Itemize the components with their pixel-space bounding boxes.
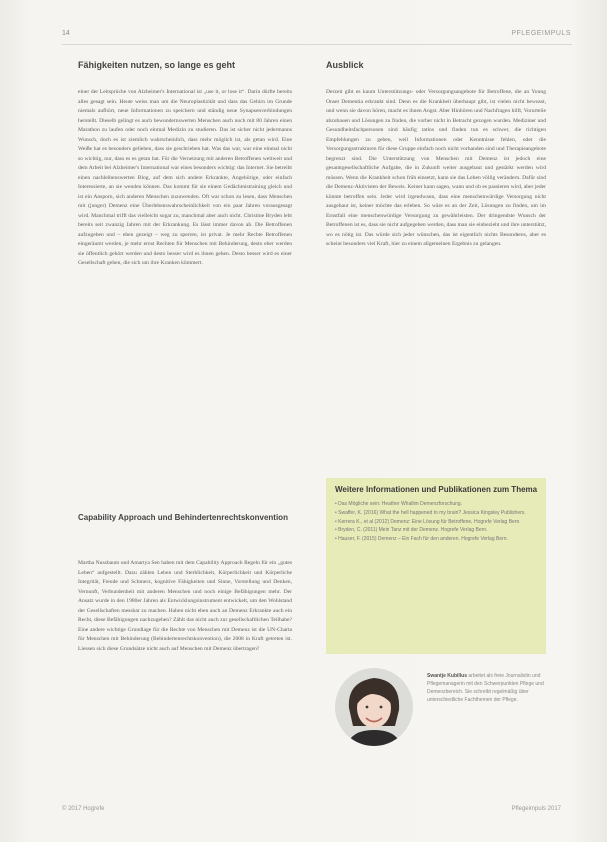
author-name: Swantje Kubillus <box>427 673 468 679</box>
author-portrait <box>335 668 413 746</box>
info-list <box>335 500 540 544</box>
right-paragraph: Derzeit gibt es kaum Unterstützungs- oder Versorgungsangebote für Betroffene, die an Young Onset Dementia erkrankt sind. Denn es die Krankheit überhaupt gibt, ist vielen nicht bewusst, und wenn sie davon hören, macht es ihnen Angst. Aber Hinhören und Nachfragen hilft, Vorurteile abzubauen und Lösungen zu finden, die vorher nicht in Betracht gezogen wurden. Mediziner und Gesundheitsfachpersonen sind häufig ratlos und finden tun es schwer, die richtigen Empfehlungen zu geben, weil Informationen oder Kenntnisse fehlen, oder die Versorgungsstrukturen für diese Gruppe einfach noch nicht vorhanden sind und Therapieangebote begrenzt sind. Die Unterstützung von Menschen mit Demenz ist jedoch eine gesamtgesellschaftliche Aufgabe, die in Zukunft weiter ausgebaut und gestärkt werden wird müssen. Wenn die Krankheit schon früh einsetzt, kann sie das Leben völlig verändern. Dafür sind die Demenz-Aktivisten der Beweis. Keiner kann sagen, wann und ob es passieren wird, aber jeder könnte betroffen sein. Jeder wird irgendwann, dass eine menschenwürdige Versorgung nicht ausgebaut ist, keiner möchte das erleben. So wäre es an der Zeit, Lösungen zu finden, um im Ernstfall eine menschenwürdige Versorgung zu gewährleisten. Der dringendste Wunsch der Betroffenen ist es, dass sie nicht aufgegeben werden, dass man sie einbezieht und ihre unterstützt, wo es nötig ist. Das würde sich jeder wünschen, das ist eigentlich nichts Besonderes, aber es scheint besonders viel Kraft, hier zu einem allgemeinen Ergebnis zu gelangen. <box>326 89 546 247</box>
right-column-text <box>326 88 546 468</box>
page-number: 14 <box>62 30 70 37</box>
info-item: • Das Mögliche sein: Heather Whallim Demenzforschung. <box>335 501 463 507</box>
left-column-text-2 <box>78 559 292 795</box>
footer-issue: Pflegeimpuls 2017 <box>511 806 561 812</box>
author-description: arbeitet als freie Journalistin und Pflegemanagerin mit den Schwerpunkten Pflege und Demenzbereich. Sie schreibt regelmäßig über unterschiedliche Fachthemen der Pflege. <box>427 673 544 703</box>
info-item: • Bryden, C. (2011) Mein Tanz mit der Demenz. Hogrefe Verlag Bern. <box>335 527 488 534</box>
info-box-title: Weitere Informationen und Publikationen zum Thema <box>335 485 538 494</box>
author-bio <box>427 672 547 704</box>
left-subheading: Capability Approach und Behindertenrechtskonvention <box>78 513 288 522</box>
info-item: • Kerrera K., et al (2012) Demenz: Eine Lösung für Betroffene, Hogrefe Verlag Bern. <box>335 518 521 525</box>
info-item: • Swaffer, K. (2016) What the hell happened to my brain? Jessica Kingsley Publishers. <box>335 509 526 516</box>
left-column-heading: Fähigkeiten nutzen, so lange es geht <box>78 60 236 70</box>
header-rule <box>62 44 572 45</box>
magazine-name: PFLEGEIMPULS <box>511 30 571 37</box>
left-column-text <box>78 88 292 500</box>
info-box <box>326 478 546 654</box>
info-item: • Hauser, F. (2015) Demenz – Ein Fach für den anderen. Hogrefe Verlag Bern. <box>335 536 508 543</box>
footer-copyright: © 2017 Hogrefe <box>62 806 105 812</box>
right-column-heading: Ausblick <box>326 60 364 70</box>
left-paragraph-2: Martha Nussbaum und Amartya Sen haben mit dem Capability Approach Regeln für ein „gutes Leben“ aufgestellt. Dazu zählen Leben und Sterblichkeit, Körperlichkeit und Körperliche Integrität, Freude und Schmerz, kognitive Fähigkeiten und Sinne, Vorstellung und Denken, Vernunft, Verbundenheit mit anderen Menschen und noch einige Befähigungen mehr. Der Ansatz wurde in den 1980er Jahren als Entwicklungsinstrument entwickelt, um den Wohlstand der Gesellschaften messbar zu machen. Haben nicht eben auch an Demenz Erkrankte auch ein Recht, diese Befähigungen nachzugehen? Zählt das nicht auch zur gesellschaftlichen Teilhabe? Eine andere wichtige Grundlage für die Rechte von Menschen mit Demenz ist die UN-Charta für Menschen mit Behinderung (Behindertenrechtskonvention), die 2008 in Kraft getreten ist. Liessen sich diese Grundsätze nicht auch auf Menschen mit Demenz übertragen? <box>78 560 292 652</box>
left-paragraph-1: einer der Leitsprüche von Alzheimer's International ist „use it, or lose it“. Darin dürfte bereits alles gesagt sein. Heute weiss man um die Neuroplastizität und dass das Gehirn im Grunde niemals aufhört, neue Informationen zu speichern und ständig neue Synapsenverbindungen herstellt. Dieselb gelingt es auch bewundernswerten Menschen auch noch mit 80 Jahren einen Marathon zu laufen oder noch einmal Medizin zu studieren. Das ist sicher nicht jedermanns Wunsch, doch es ist ziemlich wahrscheinlich, dass mehr möglich ist, als getan wird. Eine Weiße hat es besonders geliehen, dass sie geschrieben hat. Was das war, war eine einmal nicht so wichtig, nur, dass es es getan hat. Für die Vernetzung mit anderen Betroffenen weltweit und dem Arbeit bei Alzheimer's International war eines besonders wichtig: das Internet. Sie betreibt einen nachleibenswerten Blog, auf dem sich andere Erkrankte, Angehörige, oder einfach Interessierte, an sie wenden können. Das kommt für sie einem Gedächtnistraining gleich und ist ein Ansporn, sich anderen Menschen zuzuwenden. Oft war schon zu lesen, dass Menschen mit (junger) Demenz eine Überlebenswahrscheinlichkeit von ein paar Jahren vorausgesagt wird. Manchmal trifft das vielleicht sogar zu, manchmal aber auch nicht. Christine Bryden lebt bereits seit zwanzig Jahren mit der Erkrankung. Es lässt immer davon ab. Die Betroffenen aufzugeben und – eben gezeigt – weg zu sperren, ist privat. Je mehr Rechte Betroffenen eingeräumt werden, je mehr ernst Rechten für Menschen mit Behinderung, desto eher werden sie öffentlich gehört werden und desto besser wird es ihnen gehen. Desto besser wird es einer Gesellschaft gehen, die sich um ihre Kranken kümmert. <box>78 89 292 266</box>
